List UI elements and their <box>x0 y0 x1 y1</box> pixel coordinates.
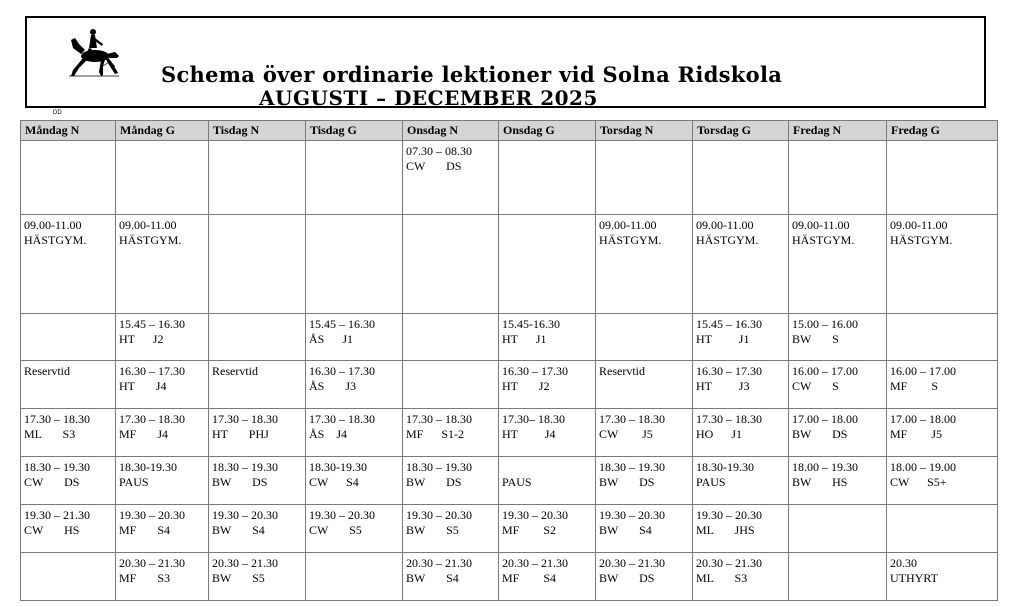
page-subtitle: AUGUSTI – DECEMBER 2025 <box>259 86 598 110</box>
schedule-cell: 15.45 – 16.30 HT J1 <box>693 314 789 361</box>
column-header: Måndag N <box>21 121 116 141</box>
column-header: Torsdag N <box>596 121 693 141</box>
header-box <box>25 16 986 108</box>
schedule-cell: 09.00-11.00 HÄSTGYM. <box>116 215 209 314</box>
small-mark: DD <box>53 110 62 116</box>
schedule-cell: 20.30 – 21.30 BW S4 <box>403 553 499 601</box>
schedule-cell <box>209 141 306 215</box>
schedule-cell: 16.30 – 17.30 HT J4 <box>116 361 209 409</box>
schedule-cell: 20.30 – 21.30 MF S3 <box>116 553 209 601</box>
schedule-cell <box>306 215 403 314</box>
schedule-cell: 15.45-16.30 HT J1 <box>499 314 596 361</box>
schedule-cell: 18.30 – 19.30 BW DS <box>209 457 306 505</box>
schedule-cell: 17.30 – 18.30 MF S1-2 <box>403 409 499 457</box>
schedule-cell <box>403 314 499 361</box>
schedule-cell: 07.30 – 08.30 CW DS <box>403 141 499 215</box>
column-header: Onsdag G <box>499 121 596 141</box>
schedule-cell <box>116 141 209 215</box>
schedule-cell: 20.30 UTHYRT <box>887 553 998 601</box>
schedule-cell: 19.30 – 20.30 CW S5 <box>306 505 403 553</box>
schedule-cell <box>209 215 306 314</box>
horse-rider-logo <box>65 26 121 78</box>
schedule-cell: 17.00 – 18.00 BW DS <box>789 409 887 457</box>
schedule-cell: 18.30-19.30 PAUS <box>693 457 789 505</box>
schedule-cell: 18.30 – 19.30 BW DS <box>403 457 499 505</box>
schedule-cell <box>887 314 998 361</box>
column-header: Måndag G <box>116 121 209 141</box>
column-header: Tisdag N <box>209 121 306 141</box>
schedule-cell: 17.30 – 18.30 CW J5 <box>596 409 693 457</box>
schedule-cell: 19.30 – 20.30 BW S5 <box>403 505 499 553</box>
column-header: Tisdag G <box>306 121 403 141</box>
schedule-row <box>21 314 998 361</box>
schedule-cell: 18.30-19.30 PAUS <box>116 457 209 505</box>
schedule-cell: 19.30 – 20.30 MF S2 <box>499 505 596 553</box>
schedule-cell: 15.45 – 16.30 ÅS J1 <box>306 314 403 361</box>
schedule-cell: 17.30 – 18.30 HO J1 <box>693 409 789 457</box>
schedule-cell: 09.00-11.00 HÄSTGYM. <box>596 215 693 314</box>
schedule-row <box>21 553 998 601</box>
schedule-cell <box>21 553 116 601</box>
schedule-cell: 20.30 – 21.30 MF S4 <box>499 553 596 601</box>
schedule-cell: 18.30 – 19.30 BW DS <box>596 457 693 505</box>
schedule-cell: 17.00 – 18.00 MF J5 <box>887 409 998 457</box>
schedule-cell <box>789 141 887 215</box>
schedule-cell: PAUS <box>499 457 596 505</box>
schedule-cell <box>21 314 116 361</box>
schedule-cell: 17.30 – 18.30 HT PHJ <box>209 409 306 457</box>
schedule-cell: 18.00 – 19.30 BW HS <box>789 457 887 505</box>
schedule-cell <box>209 314 306 361</box>
schedule-cell: 19.30 – 21.30 CW HS <box>21 505 116 553</box>
schedule-row <box>21 141 998 215</box>
schedule-cell: 15.45 – 16.30 HT J2 <box>116 314 209 361</box>
schedule-cell: 09.00-11.00 HÄSTGYM. <box>789 215 887 314</box>
schedule-cell: 16.30 – 17.30 HT J3 <box>693 361 789 409</box>
schedule-cell: 19.30 – 20.30 MF S4 <box>116 505 209 553</box>
column-header: Onsdag N <box>403 121 499 141</box>
schedule-cell: Reservtid <box>209 361 306 409</box>
column-header: Torsdag G <box>693 121 789 141</box>
schedule-cell: 18.30-19.30 CW S4 <box>306 457 403 505</box>
schedule-cell: 16.00 – 17.00 CW S <box>789 361 887 409</box>
schedule-cell <box>887 505 998 553</box>
schedule-cell <box>789 505 887 553</box>
schedule-cell <box>306 553 403 601</box>
schedule-row <box>21 409 998 457</box>
schedule-cell <box>789 553 887 601</box>
schedule-cell <box>21 141 116 215</box>
schedule-cell: 20.30 – 21.30 BW DS <box>596 553 693 601</box>
schedule-cell: 16.30 – 17.30 HT J2 <box>499 361 596 409</box>
schedule-cell: 20.30 – 21.30 BW S5 <box>209 553 306 601</box>
schedule-cell: 17.30 – 18.30 ÅS J4 <box>306 409 403 457</box>
schedule-cell <box>887 141 998 215</box>
schedule-cell: Reservtid <box>21 361 116 409</box>
schedule-cell: 15.00 – 16.00 BW S <box>789 314 887 361</box>
schedule-cell: 18.00 – 19.00 CW S5+ <box>887 457 998 505</box>
column-header: Fredag G <box>887 121 998 141</box>
schedule-cell: 16.30 – 17.30 ÅS J3 <box>306 361 403 409</box>
schedule-cell: 19.30 – 20.30 BW S4 <box>209 505 306 553</box>
schedule-cell: 17.30 – 18.30 MF J4 <box>116 409 209 457</box>
schedule-cell <box>596 141 693 215</box>
schedule-row <box>21 457 998 505</box>
schedule-cell: 17.30 – 18.30 ML S3 <box>21 409 116 457</box>
schedule-row <box>21 505 998 553</box>
schedule-cell: 17.30– 18.30 HT J4 <box>499 409 596 457</box>
column-header: Fredag N <box>789 121 887 141</box>
schedule-cell: 19.30 – 20.30 BW S4 <box>596 505 693 553</box>
schedule-cell: Reservtid <box>596 361 693 409</box>
schedule-row <box>21 361 998 409</box>
schedule-cell <box>403 215 499 314</box>
schedule-cell <box>693 141 789 215</box>
schedule-row <box>21 215 998 314</box>
schedule-cell: 18.30 – 19.30 CW DS <box>21 457 116 505</box>
schedule-cell: 19.30 – 20.30 ML JHS <box>693 505 789 553</box>
schedule-cell: 09.00-11.00 HÄSTGYM. <box>693 215 789 314</box>
schedule-cell <box>499 215 596 314</box>
schedule-cell: 09.00-11.00 HÄSTGYM. <box>21 215 116 314</box>
schedule-cell <box>596 314 693 361</box>
header-row <box>21 121 998 141</box>
schedule-table <box>20 120 998 601</box>
schedule-cell <box>306 141 403 215</box>
page-title: Schema över ordinarie lektioner vid Solna Ridskola <box>161 62 783 87</box>
schedule-cell <box>403 361 499 409</box>
schedule-cell: 20.30 – 21.30 ML S3 <box>693 553 789 601</box>
schedule-cell <box>499 141 596 215</box>
schedule-cell: 09.00-11.00 HÄSTGYM. <box>887 215 998 314</box>
schedule-cell: 16.00 – 17.00 MF S <box>887 361 998 409</box>
